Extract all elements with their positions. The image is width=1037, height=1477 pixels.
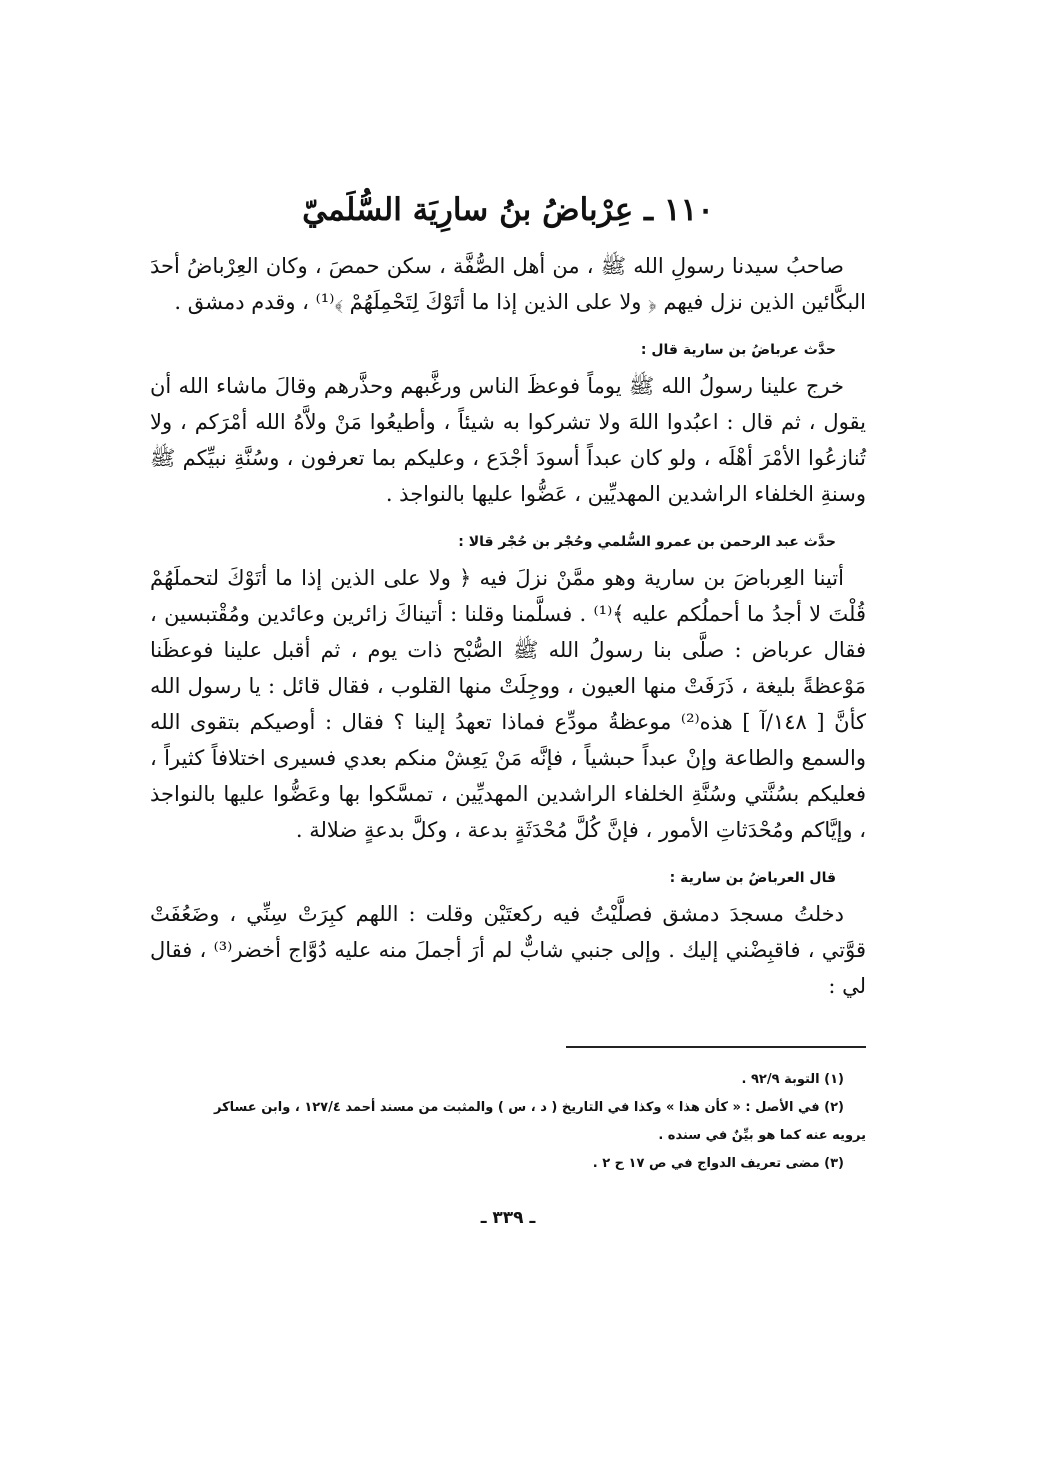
chapter-title: ١١٠ ـ عِرْباضُ بنُ سارِيَة السُّلَميّ — [302, 192, 714, 228]
hadith-section-2 — [150, 532, 866, 848]
intro-paragraph: صاحبُ سيدنا رسولِ الله ﷺ ، من أهل الصُّفَّة ، سكن حمصَ ، وكان العِرْباضُ أحدَ البكَّائين الذين نزل فيهم ﴿ ولا على الذين إذا ما أتَوْكَ لِتَحْمِلَهُمْ ﴾⁽¹⁾ ، وقدم دمشق . — [150, 254, 866, 315]
section-text: دخلتُ مسجدَ دمشق فصلَّيْتُ فيه ركعتَيْن وقلت : اللهم كبِرَتْ سِنِّي ، وضَعُفَتْ قوَّتي ، فاقبِضْني إليك . وإلى جنبي شابٌّ لم أرَ أجملَ منه عليه دُوَّاج أخضر⁽³⁾ ، فقال لي : — [150, 902, 866, 999]
section-heading: حدَّث عبد الرحمن بن عمرو السُّلمي وحُجْر بن حُجْر قالا : — [458, 534, 836, 551]
footnote-2: (٢) في الأصل : « كأن هذا » وكذا في التاريخ ( د ، س ) والمثبت من مسند أحمد ١٢٧/٤ ، وابن عساكر — [214, 1100, 844, 1116]
section-text: أتينا العِرباضَ بن سارية وهو ممَّنْ نزلَ فيه ﴿ ولا على الذين إذا ما أتَوْكَ لتحملَهُمْ قُلْتَ لا أجدُ ما أحملُكم عليه ﴾⁽¹⁾ . فسلَّمنا وقلنا : أتيناكَ زائرين وعائدين ومُقْتبسين ، فقال عرباض : صلَّى بنا رسولُ الله ﷺ الصُّبْح ذات يوم ، ثم أقبل علينا فوعظَنا مَوْعظةً بليغة ، ذَرَفَتْ منها العيون ، ووجِلَتْ منها القلوب ، فقال قائل : يا رسول الله كأنَّ [ ١٤٨/آ ] هذه⁽²⁾ موعظةُ مودِّع فماذا تعهدُ إلينا ؟ فقال : أوصيكم بتقوى الله والسمع والطاعة وإنْ عبداً حبشياً ، فإنَّه مَنْ يَعِشْ منكم بعدي فسيرى اختلافاً كثيراً ، فعليكم بسُنَّتي وسُنَّةِ الخلفاء الراشدين المهديِّين ، تمسَّكوا بها وعَضُّوا عليها بالنواجذ ، وإيَّاكم ومُحْدَثاتِ الأمور ، فإنَّ كُلَّ مُحْدَثَةٍ بدعة ، وكلَّ بدعةٍ ضلالة . — [150, 566, 866, 843]
section-heading: قال العرباضُ بن سارية : — [669, 870, 836, 887]
book-page — [150, 190, 866, 1228]
footnote-divider — [566, 1046, 866, 1048]
hadith-section-3 — [150, 868, 866, 1004]
hadith-section-1 — [150, 340, 866, 512]
footnote-2-continuation: يرويه عنه كما هو بيِّنٌ في سنده . — [658, 1128, 866, 1144]
section-heading: حدَّث عرباضُ بن سارية قال : — [640, 342, 836, 359]
footnote-3: (٣) مضى تعريف الدواج في ص ١٧ ح ٢ . — [592, 1156, 844, 1172]
footnote-1: (١) التوبة ٩٢/٩ . — [741, 1072, 844, 1088]
section-text: خرج علينا رسولُ الله ﷺ يوماً فوعظَ الناس ورغَّبهم وحذَّرهم وقالَ ماشاء الله أن يقول ، ثم قال : اعبُدوا اللهَ ولا تشركوا به شيئاً ، وأطيعُوا مَنْ ولاَّهُ الله أمْرَكم ، ولا تُنازعُوا الأمْرَ أهْلَه ، ولو كان عبداً أسودَ أجْدَع ، وعليكم بما تعرفون ، وسُنَّةِ نبيِّكم ﷺ وسنةِ الخلفاء الراشدين المهديِّين ، عَضُّوا عليها بالنواجذ . — [150, 374, 866, 507]
footnotes — [150, 1066, 866, 1178]
page-number: ـ ٣٣٩ ـ — [480, 1208, 536, 1229]
